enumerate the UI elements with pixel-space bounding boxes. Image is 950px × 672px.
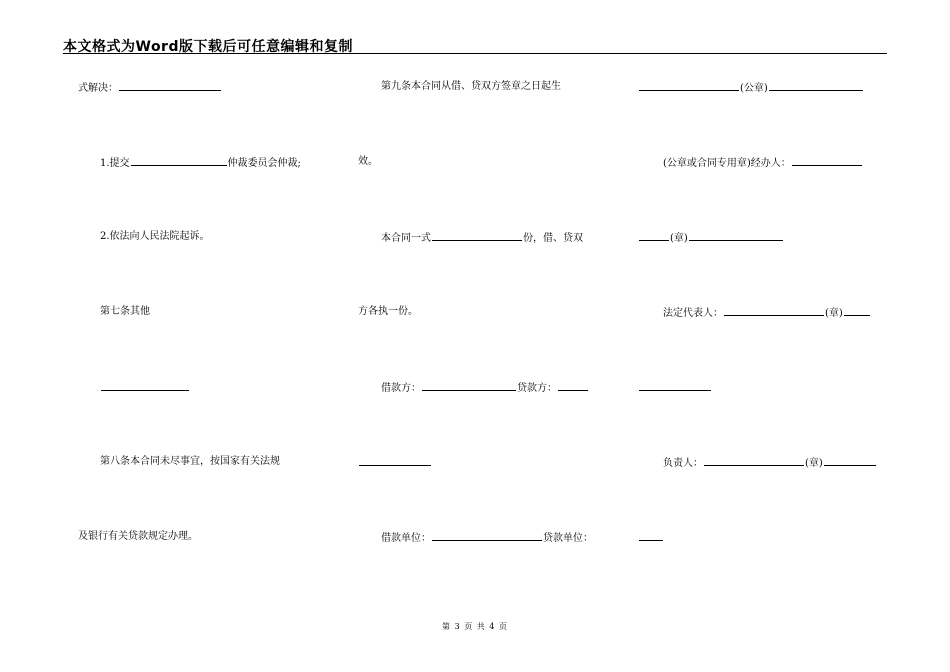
line-text: 1.提交 [100,158,130,169]
fill-blank [639,80,739,91]
section-heading [381,80,561,93]
text-line [381,230,583,245]
document-header-title: 本文格式为Word版下载后可任意编辑和复制 [63,39,353,55]
fill-blank [359,455,431,466]
text-line [358,305,418,318]
fill-blank [792,155,862,166]
fill-blank [558,380,588,391]
signature-line [663,155,863,170]
line-text: 本合同一式 [381,233,431,244]
fill-blank [689,230,783,241]
line-text: 贷款方： [517,383,557,394]
line-text: 式解决： [78,83,118,94]
text-line [100,230,210,243]
line-text: (章) [805,458,823,469]
fill-blank [101,380,189,391]
line-text: 法定代表人： [663,308,723,319]
signature-line [638,230,784,245]
line-text: 借款单位： [381,533,431,544]
line-text: 第九条本合同从借、贷双方签章之日起生 [381,81,561,92]
text-line [78,80,222,95]
line-text: (章) [825,308,843,319]
page-number: 第 3 页 共 4 页 [442,622,508,631]
line-text: (公章) [740,83,768,94]
text-line [358,155,378,168]
line-text: 贷款单位： [543,533,593,544]
line-text: 负责人： [663,458,703,469]
signature-line [381,380,589,395]
signature-line [663,305,871,320]
text-line [78,530,198,543]
header-divider [63,53,887,54]
text-line [100,380,190,395]
line-text: 2.依法向人民法院起诉。 [100,231,210,242]
fill-blank [724,305,824,316]
fill-blank [131,155,227,166]
fill-blank [769,80,863,91]
line-text: 第八条本合同未尽事宜，按国家有关法规 [100,456,280,467]
signature-line [663,455,877,470]
fill-blank [432,530,542,541]
fill-blank [432,230,522,241]
text-line [638,380,712,395]
line-text: 效。 [358,156,378,167]
line-text: (章) [670,233,688,244]
fill-blank [422,380,516,391]
section-heading [100,305,150,318]
line-text: 份，借、贷双 [523,233,583,244]
text-line [638,530,664,545]
fill-blank [704,455,804,466]
fill-blank [119,80,221,91]
line-text: 借款方： [381,383,421,394]
fill-blank [824,455,876,466]
text-line [100,155,301,170]
signature-line [638,80,864,95]
text-line [358,455,432,470]
fill-blank [844,305,870,316]
fill-blank [639,530,663,541]
fill-blank [639,230,669,241]
line-text: (公章或合同专用章)经办人： [663,158,791,169]
line-text: 第七条其他 [100,306,150,317]
line-text: 方各执一份。 [358,306,418,317]
line-text: 仲裁委员会仲裁; [227,158,301,169]
section-heading [100,455,280,468]
line-text: 及银行有关贷款规定办理。 [78,531,198,542]
fill-blank [639,380,711,391]
signature-line [381,530,593,545]
